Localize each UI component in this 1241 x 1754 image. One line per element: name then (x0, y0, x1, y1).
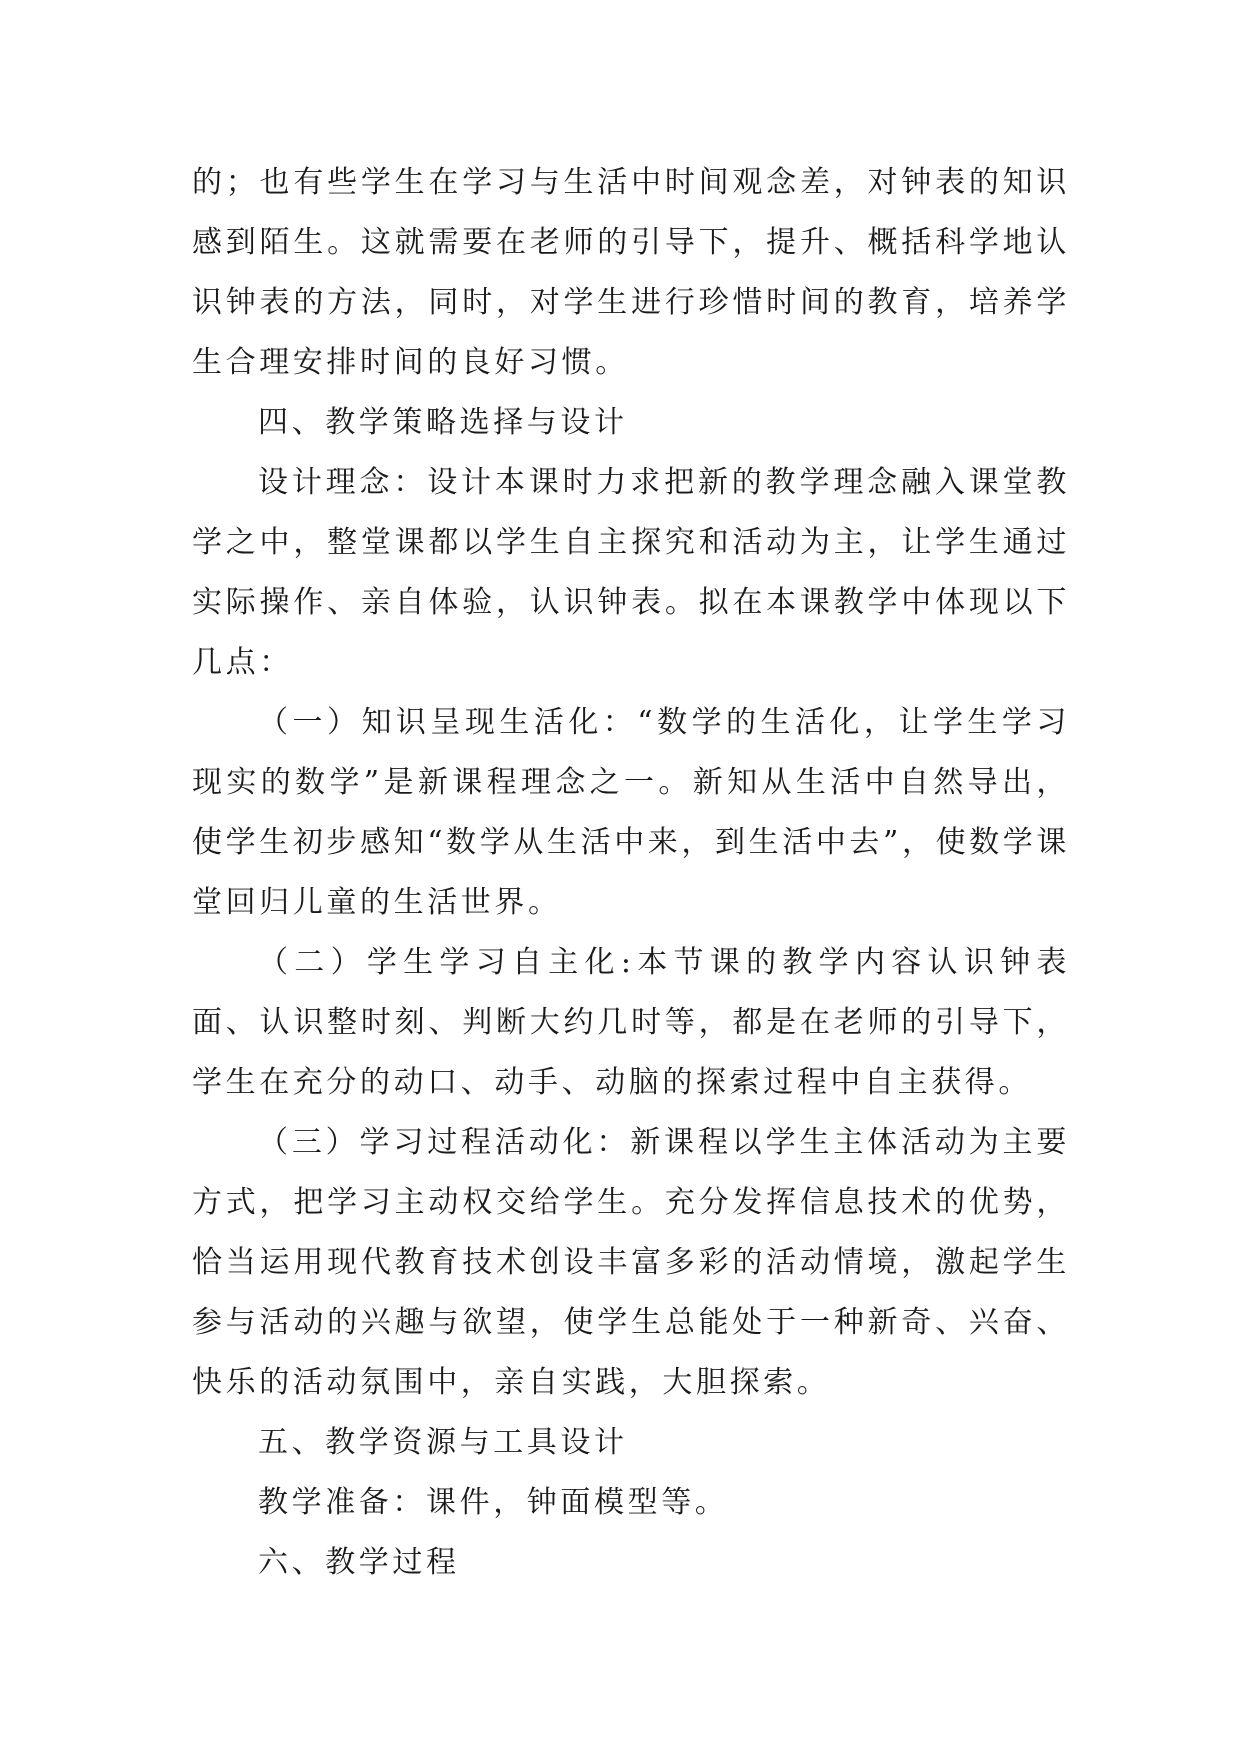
section-heading-teaching-strategy: 四、教学策略选择与设计 (258, 405, 628, 440)
paragraph-design-concept: 设计理念：设计本课时力求把新的教学理念融入课堂教学之中，整堂课都以学生自主探究和活动为主，让学生通过实际操作、亲自体验，认识钟表。拟在本课教学中体现以下几点： (192, 465, 1070, 680)
section-heading-teaching-process: 六、教学过程 (258, 1545, 460, 1580)
paragraph-point-three: （三）学习过程活动化：新课程以学生主体活动为主要方式，把学习主动权交给学生。充分发挥信息技术的优势，恰当运用现代教育技术创设丰富多彩的活动情境，激起学生参与活动的兴趣与欲望，使学生总能处于一种新奇、兴奋、快乐的活动氛围中，亲自实践，大胆探索。 (192, 1125, 1070, 1400)
paragraph-point-one: （一）知识呈现生活化：“数学的生活化，让学生学习现实的数学”是新课程理念之一。新知从生活中自然导出，使学生初步感知“数学从生活中来，到生活中去”，使数学课堂回归儿童的生活世界。 (192, 705, 1070, 920)
section-heading-resources: 五、教学资源与工具设计 (258, 1425, 628, 1460)
paragraph-preparation: 教学准备：课件，钟面模型等。 (258, 1485, 729, 1520)
document-page (192, 153, 1070, 1593)
paragraph-point-two: （二）学生学习自主化:本节课的教学内容认识钟表面、认识整时刻、判断大约几时等，都是在老师的引导下，学生在充分的动口、动手、动脑的探索过程中自主获得。 (192, 945, 1070, 1100)
paragraph-continuation: 的；也有些学生在学习与生活中时间观念差，对钟表的知识感到陌生。这就需要在老师的引导下，提升、概括科学地认识钟表的方法，同时，对学生进行珍惜时间的教育，培养学生合理安排时间的良好习惯。 (192, 165, 1070, 380)
